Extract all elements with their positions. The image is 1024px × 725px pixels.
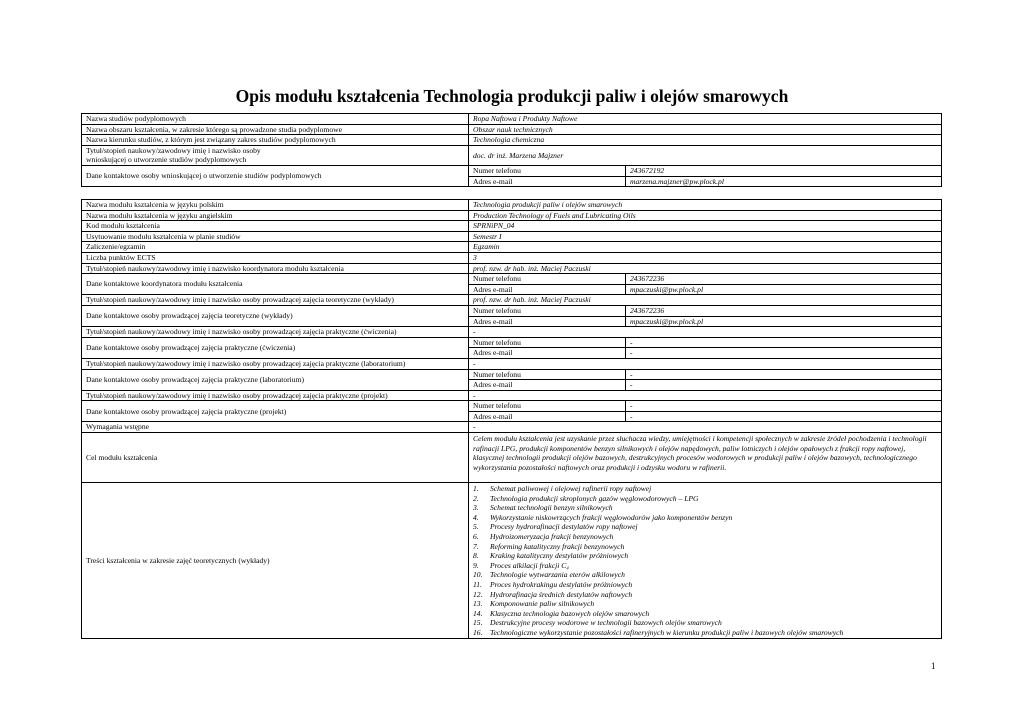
content-list-item (473, 522, 937, 532)
content-item-number: 12. (473, 589, 483, 599)
contact-label: Dane kontaktowe koordynatora modułu kształcenia (82, 274, 469, 295)
row-label: Usytuowanie modułu kształcenia w planie studiów (82, 231, 469, 242)
row-value: Semestr I (469, 231, 942, 242)
phone-value: - (626, 401, 942, 412)
content-list-item (473, 628, 937, 638)
row-label: Nazwa obszaru kształcenia, w zakresie którego są prowadzone studia podyplomowe (82, 124, 469, 135)
content-item-text: Proces hydrokrakingu destylatów próżniowych (490, 580, 633, 589)
row-label: Nazwa modułu kształcenia w języku polskim (82, 200, 469, 211)
email-label: Adres e-mail (469, 380, 626, 391)
content-item-text: Komponowanie paliw silnikowych (490, 599, 595, 609)
content-item-number: 9. (473, 560, 479, 570)
row-value: Obszar nauk technicznych (469, 124, 942, 135)
phone-value: 243672236 (626, 305, 942, 316)
row-value: Ropa Naftowa i Produkty Naftowe (469, 114, 942, 125)
email-value: - (626, 380, 942, 391)
contact-label: Dane kontaktowe osoby prowadzącej zajęcia praktyczne (projekt) (82, 401, 469, 422)
content-item-text: Wykorzystanie niskowrzących frakcji węglowodorów jako komponentów benzyn (490, 512, 733, 522)
module-info-table (81, 199, 942, 639)
content-list-item (473, 590, 937, 600)
row-label: Zaliczenie/egzamin (82, 242, 469, 253)
phone-label: Numer telefonu (469, 337, 626, 348)
content-item-text: Schemat paliwowej i olejowej rafinerii ropy naftowej (490, 484, 652, 494)
content-item-number: 8. (473, 551, 479, 561)
phone-label: Numer telefonu (469, 369, 626, 380)
row-value: Egzamin (469, 242, 942, 253)
email-label: Adres e-mail (469, 284, 626, 295)
content-item-number: 16. (473, 627, 483, 637)
contact-label: Dane kontaktowe osoby prowadzącej zajęcia praktyczne (laboratorium) (82, 369, 469, 390)
phone-value: 243672192 (626, 165, 942, 176)
row-label: Nazwa modułu kształcenia w języku angielskim (82, 210, 469, 221)
content-item-text: Schemat technologii benzyn silnikowych (490, 503, 613, 513)
row-value: - (469, 390, 942, 401)
phone-label: Numer telefonu (469, 305, 626, 316)
phone-label: Numer telefonu (469, 274, 626, 285)
content-item-number: 11. (473, 580, 482, 589)
email-value: marzena.majzner@pw.plock.pl (626, 176, 942, 187)
email-label: Adres e-mail (469, 176, 626, 187)
content-item-number: 15. (473, 618, 483, 628)
email-label: Adres e-mail (469, 411, 626, 422)
content-list-item (473, 609, 937, 619)
row-value: SPRNiPN_04 (469, 221, 942, 232)
phone-value: - (626, 369, 942, 380)
content-item-text: Kraking katalityczny destylatów próżniowych (490, 551, 629, 561)
contact-label: Dane kontaktowe osoby wnioskującej o utworzenie studiów podyplomowych (82, 165, 469, 186)
content-item-number: 6. (473, 532, 479, 542)
row-label: Wymagania wstępne (82, 422, 469, 433)
content-item-number: 10. (473, 570, 483, 580)
row-label: Tytuł/stopień naukowy/zawodowy imię i nazwisko osoby prowadzącej zajęcia teoretyczne (wykłady) (82, 295, 469, 306)
content-item-text: Technologia produkcji skroplonych gazów węglowodorowych – LPG (490, 493, 699, 503)
row-value: 3 (469, 252, 942, 263)
content-item-text: Technologie wytwarzania eterów alkilowych (490, 570, 625, 580)
row-label: Tytuł/stopień naukowy/zawodowy imię i nazwisko osoby prowadzącej zajęcia praktyczne (laboratorium) (82, 358, 469, 369)
row-value: - (469, 327, 942, 338)
content-list-item (473, 494, 937, 504)
row-label: Nazwa kierunku studiów, z którym jest związany zakres studiów podyplomowych (82, 135, 469, 146)
content-item-number: 5. (473, 522, 479, 532)
content-list-item (473, 513, 937, 523)
email-label: Adres e-mail (469, 316, 626, 327)
email-value: - (626, 411, 942, 422)
content-item-number: 14. (473, 608, 483, 618)
content-item-number: 7. (473, 541, 479, 551)
content-item-number: 13. (473, 599, 483, 609)
page-number: 1 (931, 661, 936, 671)
email-value: mpaczuski@pw.plock.pl (626, 284, 942, 295)
row-value: - (469, 422, 942, 433)
row-value: Technologia chemiczna (469, 135, 942, 146)
content-item-number: 1. (473, 484, 479, 494)
content-item-text: Procesy hydrorafinacji destylatów ropy naftowej (490, 522, 638, 532)
content-item-number: 2. (473, 493, 479, 503)
content-list-item (473, 618, 937, 628)
content-list-item (473, 503, 937, 513)
content-list-item (473, 561, 937, 571)
contact-label: Dane kontaktowe osoby prowadzącej zajęcia teoretyczne (wykłady) (82, 305, 469, 326)
content-list (473, 484, 937, 638)
row-value: Technologia produkcji paliw i olejów smarowych (469, 200, 942, 211)
content-item-text: Reforming katalityczny frakcji benzynowych (490, 541, 625, 551)
content-item-text: Technologiczne wykorzystanie pozostałości rafineryjnych w kierunku produkcji paliw i bazowych olejów smarowych (490, 627, 844, 637)
content-list-item (473, 599, 937, 609)
row-value: prof. nzw. dr hab. inż. Maciej Paczuski (469, 295, 942, 306)
content-item-text: Hydrorafinacja średnich destylatów naftowych (490, 589, 633, 599)
row-value: Production Technology of Fuels and Lubricating Oils (469, 210, 942, 221)
content-item-number: 4. (473, 512, 479, 522)
contact-label: Dane kontaktowe osoby prowadzącej zajęcia praktyczne (ćwiczenia) (82, 337, 469, 358)
content-label: Treści kształcenia w zakresie zajęć teoretycznych (wykłady) (82, 483, 469, 639)
row-label: Liczba punktów ECTS (82, 252, 469, 263)
row-value: doc. dr inż. Marzena Majzner (469, 145, 942, 165)
goal-label: Cel modułu kształcenia (82, 433, 469, 483)
row-value: - (469, 358, 942, 369)
row-label: Tytuł/stopień naukowy/zawodowy imię i nazwisko osoby prowadzącej zajęcia praktyczne (projekt) (82, 390, 469, 401)
content-list-cell (469, 483, 942, 639)
page-title: Opis modułu kształcenia Technologia produkcji paliw i olejów smarowych (235, 86, 789, 106)
row-value: prof. nzw. dr hab. inż. Maciej Paczuski (469, 263, 942, 274)
studies-info-table (81, 113, 942, 187)
row-label: Tytuł/stopień naukowy/zawodowy imię i nazwisko koordynatora modułu kształcenia (82, 263, 469, 274)
content-item-text: Destrukcyjne procesy wodorowe w technologii bazowych olejów smarowych (490, 618, 722, 628)
phone-label: Numer telefonu (469, 165, 626, 176)
goal-text: Celem modułu kształcenia jest uzyskanie przez słuchacza wiedzy, umiejętności i kompetencji społecznych w zakresie źródeł pochodzenia i technologii rafinacji LPG, produkcji komponentów benzyn silnikowych i olejów napędowych, paliw lotniczych i olejów opałowych z frakcji ropy naftowej, klasycznej technologii produkcji olejów bazowych, destrukcyjnych procesów wodorowych w produkcji paliw i olejów bazowych, technologicznego wykorzystania pozostałości naftowych oraz produkcji i odzysku wodoru w rafinerii. (469, 433, 942, 483)
row-label: Nazwa studiów podyplomowych (82, 114, 469, 125)
content-list-item (473, 570, 937, 580)
row-label: Kod modułu kształcenia (82, 221, 469, 232)
email-value: - (626, 348, 942, 359)
row-label: Tytuł/stopień naukowy/zawodowy imię i nazwisko osoby prowadzącej zajęcia praktyczne (ćwiczenia) (82, 327, 469, 338)
phone-label: Numer telefonu (469, 401, 626, 412)
content-list-item (473, 542, 937, 552)
content-list-item (473, 484, 937, 494)
row-label: Tytuł/stopień naukowy/zawodowy imię i nazwisko osoby wnioskującej o utworzenie studiów podyplomowych (82, 145, 469, 165)
content-list-item (473, 532, 937, 542)
content-item-text: Hydroizomeryzacja frakcji benzynowych (490, 532, 614, 542)
content-item-text: Klasyczna technologia bazowych olejów smarowych (490, 608, 650, 618)
email-value: mpaczuski@pw.plock.pl (626, 316, 942, 327)
phone-value: 243672236 (626, 274, 942, 285)
email-label: Adres e-mail (469, 348, 626, 359)
content-list-item (473, 551, 937, 561)
phone-value: - (626, 337, 942, 348)
content-item-text: Proces alkilacji frakcji C₄ (490, 560, 569, 570)
content-item-number: 3. (473, 503, 479, 513)
content-list-item (473, 580, 937, 590)
